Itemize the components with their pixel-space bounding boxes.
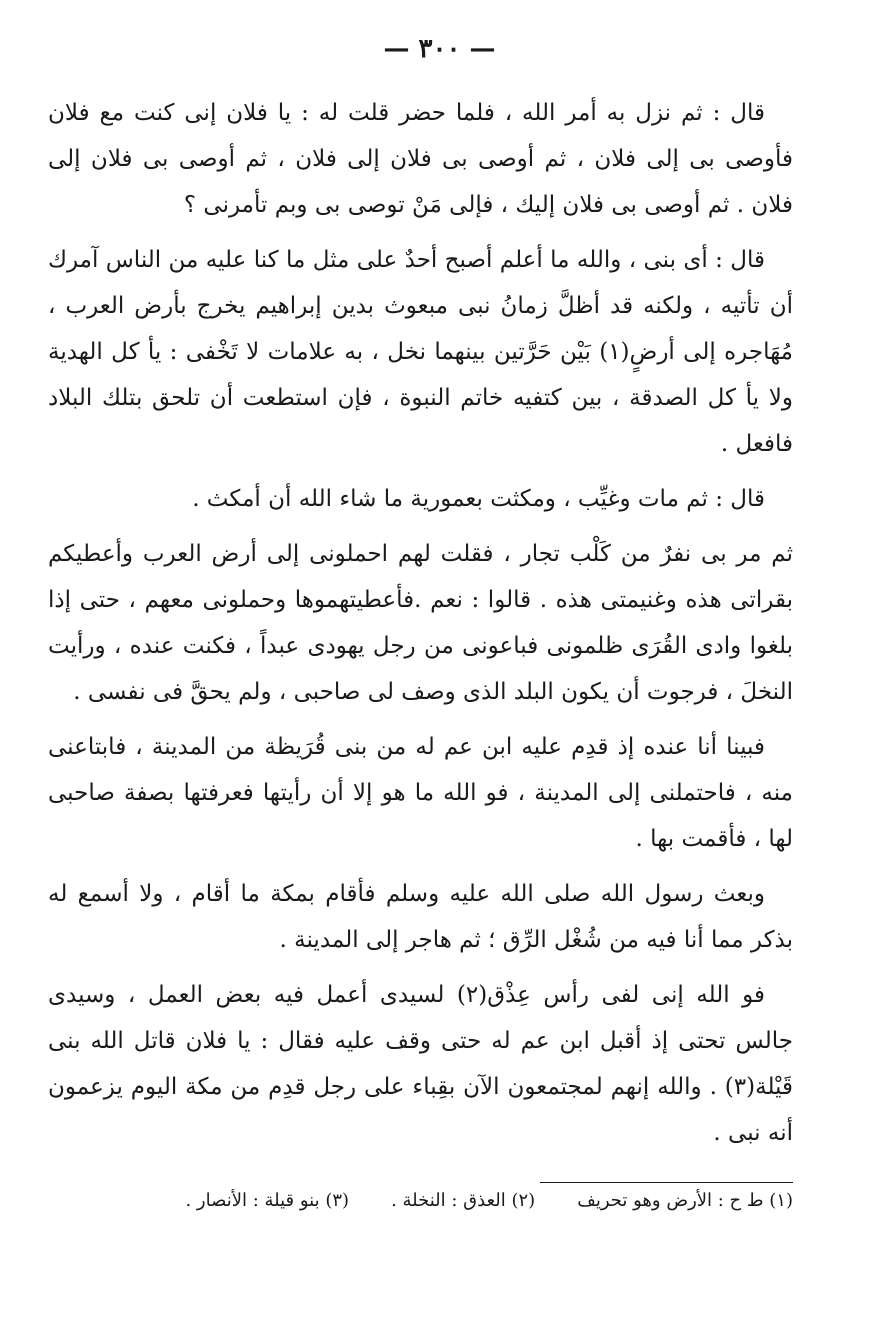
paragraph-6: وبعث رسول الله صلى الله عليه وسلم فأقام بمكة ما أقام ، ولا أسمع له بذكر مما أنا فيه من شُغْل الرِّق ؛ ثم هاجر إلى المدينة . bbox=[48, 881, 793, 953]
paragraph-3: قال : ثم مات وغيِّب ، ومكثت بعمورية ما شاء الله أن أمكث . bbox=[192, 486, 765, 512]
footnote-divider bbox=[540, 1182, 793, 1183]
paragraph-4: ثم مر بى نفرٌ من كَلْب تجار ، فقلت لهم احملونى إلى أرض العرب وأعطيكم بقراتى هذه وغنيمتى هذه . قالوا : نعم .فأعطيتهموها وحملونى معهم ، حتى إذا بلغوا وادى القُرَى ظلمونى فباعونى من رجل يهودى عبداً ، فكنت عنده ، ورأيت النخلَ ، فرجوت أن يكون البلد الذى وصف لى صاحبى ، ولم يحقَّ فى نفسى . bbox=[48, 541, 793, 705]
footnote-2: (٢) العذق : النخلة . bbox=[391, 1190, 536, 1211]
paragraph-1: قال : ثم نزل به أمر الله ، فلما حضر قلت له : يا فلان إنى كنت مع فلان فأوصى بى إلى فلان ، ثم أوصى بى فلان إلى فلان ، ثم أوصى بى فلان إلى فلان . ثم أوصى بى فلان إليك ، فإلى مَنْ توصى بى وبم تأمرنى ؟ bbox=[48, 100, 793, 218]
footnote-3: (٣) بنو قيلة : الأنصار . bbox=[185, 1190, 350, 1211]
paragraph-7: فو الله إنى لفى رأس عِذْق(٢) لسيدى أعمل فيه بعض العمل ، وسيدى جالس تحتى إذ أقبل ابن عم له حتى وقف عليه فقال : يا فلان قاتل الله بنى قَيْلة(٣) . والله إنهم لمجتمعون الآن بقِباء على رجل قدِم من مكة اليوم يزعمون أنه نبى . bbox=[48, 982, 793, 1146]
paragraph-5: فبينا أنا عنده إذ قدِم عليه ابن عم له من بنى قُرَيظة من المدينة ، فابتاعنى منه ، فاحتملنى إلى المدينة ، فو الله ما هو إلا أن رأيتها فعرفتها بصفة صاحبى لها ، فأقمت بها . bbox=[48, 734, 793, 852]
footnotes bbox=[48, 1186, 793, 1216]
footnote-1: (١) ط ح : الأرض وهو تحريف bbox=[577, 1190, 793, 1211]
paragraph-2: قال : أى بنى ، والله ما أعلم أصبح أحدٌ على مثل ما كنا عليه من الناس آمرك أن تأتيه ، ولكنه قد أظلَّ زمانُ نبى مبعوث بدين إبراهيم يخرج بأرض العرب ، مُهَاجره إلى أرضٍ(١) بَيْن حَرَّتين بينهما نخل ، به علامات لا تَخْفى : يأ كل الهدية ولا يأ كل الصدقة ، بين كتفيه خاتم النبوة ، فإن استطعت أن تلحق بتلك البلاد فافعل . bbox=[48, 247, 793, 457]
body-text bbox=[48, 90, 793, 1165]
page-number: — ٣٠٠ — bbox=[383, 34, 496, 64]
